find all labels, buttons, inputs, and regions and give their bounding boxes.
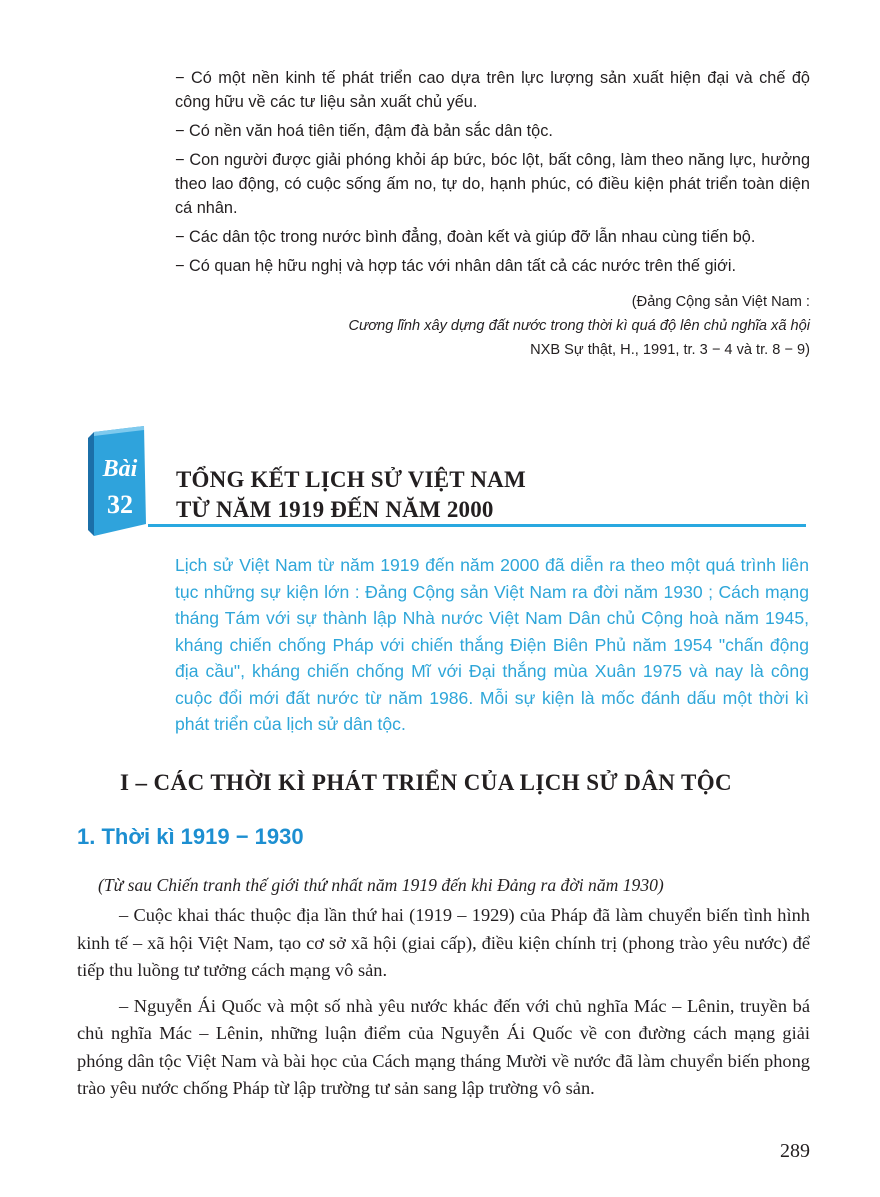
quote-item: − Các dân tộc trong nước bình đẳng, đoàn kết và giúp đỡ lẫn nhau cùng tiến bộ. bbox=[175, 228, 756, 246]
lesson-number: 32 bbox=[107, 490, 133, 519]
period-subtitle: (Từ sau Chiến tranh thế giới thứ nhất năm 1919 đến khi Đảng ra đời năm 1930) bbox=[98, 875, 664, 895]
quote-item: − Có quan hệ hữu nghị và hợp tác với nhân dân tất cả các nước trên thế giới. bbox=[175, 257, 736, 275]
title-divider bbox=[148, 524, 806, 527]
section-heading: I – CÁC THỜI KÌ PHÁT TRIỂN CỦA LỊCH SỬ DÂN TỘC bbox=[120, 770, 733, 795]
lesson-title bbox=[176, 465, 796, 525]
body-paragraph: – Nguyễn Ái Quốc và một số nhà yêu nước khác đến với chủ nghĩa Mác – Lênin, truyền bá chủ nghĩa Mác – Lênin, những luận điểm của Nguyễn Ái Quốc về con đường cách mạng giải phóng dân tộc Việt Nam và bài học của Cách mạng tháng Mười về nước đã làm chuyển biến phong trào yêu nước chống Pháp từ lập trường tư sản sang lập trường vô sản. bbox=[77, 995, 810, 1098]
citation-publisher: NXB Sự thật, H., 1991, tr. 3 − 4 và tr. 8 − 9) bbox=[530, 342, 810, 358]
quote-list bbox=[175, 66, 810, 283]
quote-item: − Con người được giải phóng khỏi áp bức, bóc lột, bất công, làm theo năng lực, hưởng theo lao động, có cuộc sống ấm no, tự do, hạnh phúc, có điều kiện phát triển toàn diện cá nhân. bbox=[175, 151, 810, 217]
lesson-label: Bài bbox=[102, 456, 138, 482]
quote-item: − Có nền văn hoá tiên tiến, đậm đà bản sắc dân tộc. bbox=[175, 122, 553, 140]
lesson-title-line: TỪ NĂM 1919 ĐẾN NĂM 2000 bbox=[176, 497, 494, 522]
body-text bbox=[77, 902, 810, 1111]
citation-author: (Đảng Cộng sản Việt Nam : bbox=[631, 294, 810, 310]
lesson-intro: Lịch sử Việt Nam từ năm 1919 đến năm 2000 đã diễn ra theo một quá trình liên tục những sự kiện lớn : Đảng Cộng sản Việt Nam ra đời năm 1930 ; Cách mạng tháng Tám với sự thành lập Nhà nước Việt Nam Dân chủ Cộng hoà năm 1945, kháng chiến chống Pháp với chiến thắng Điện Biên Phủ năm 1954 "chấn động địa cầu", kháng chiến chống Mĩ với Đại thắng mùa Xuân 1975 và nay là công cuộc đổi mới đất nước từ năm 1986. Mỗi sự kiện là mốc đánh dấu một thời kì phát triển của lịch sử dân tộc. bbox=[175, 555, 809, 734]
quote-item: − Có một nền kinh tế phát triển cao dựa trên lực lượng sản xuất hiện đại và chế độ công hữu về các tư liệu sản xuất chủ yếu. bbox=[175, 69, 810, 111]
page-number: 289 bbox=[780, 1140, 810, 1162]
lesson-book-icon bbox=[88, 426, 148, 536]
citation bbox=[175, 290, 810, 362]
lesson-title-line: TỔNG KẾT LỊCH SỬ VIỆT NAM bbox=[176, 467, 526, 492]
citation-book: Cương lĩnh xây dựng đất nước trong thời kì quá độ lên chủ nghĩa xã hội bbox=[348, 318, 810, 334]
sub-heading: 1. Thời kì 1919 − 1930 bbox=[77, 824, 304, 849]
body-paragraph: – Cuộc khai thác thuộc địa lần thứ hai (1919 – 1929) của Pháp đã làm chuyển biến tình hình kinh tế – xã hội Việt Nam, tạo cơ sở xã hội (giai cấp), điều kiện chính trị (phong trào yêu nước) để tiếp thu luồng tư tưởng cách mạng vô sản. bbox=[77, 905, 810, 980]
